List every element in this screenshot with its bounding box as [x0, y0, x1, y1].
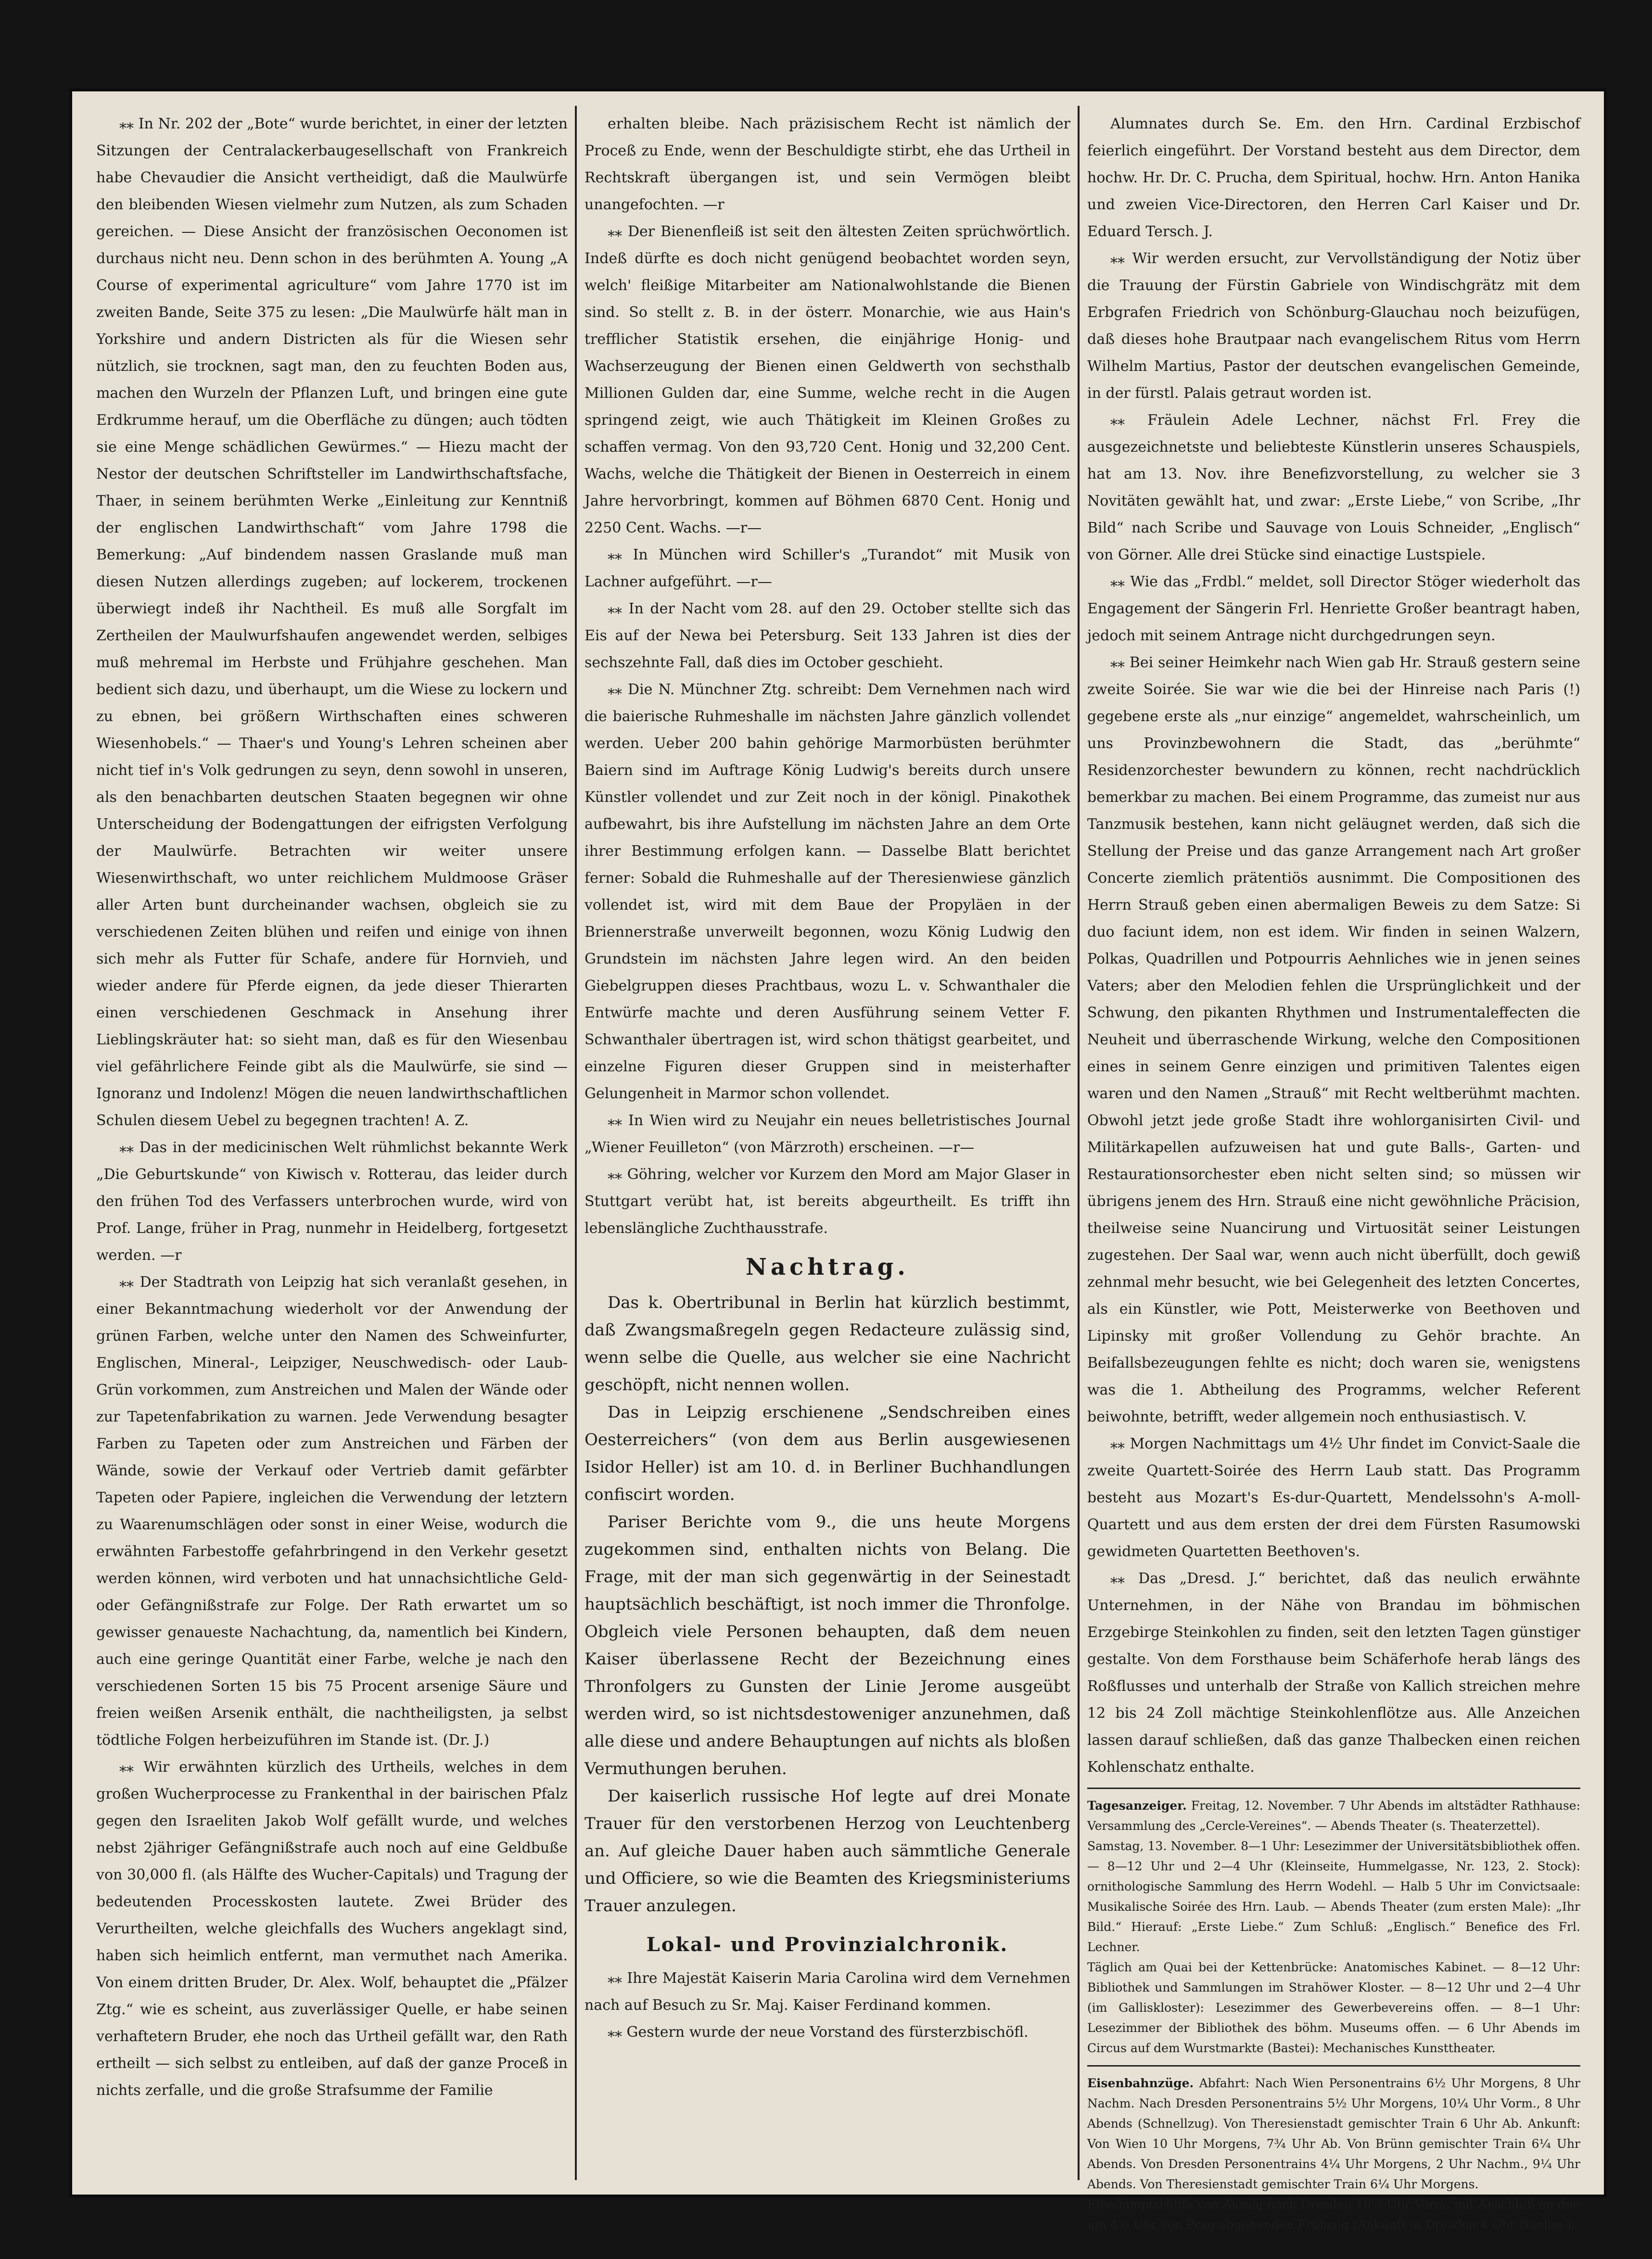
article-trauung: ⁎⁎ Wir werden ersucht, zur Vervollständigung der Notiz über die Trauung der Fürstin Gabriele von Windischgrätz mit dem Erbgrafen Friedrich von Schönburg-Glauchau noch beizufügen, daß dieses hohe Brautpaar nach evangelischem Ritus vom Herrn Wilhelm Martius, Pastor der deutschen evangelischen Gemeinde, in der fürstl. Palais getraut worden ist.: [1087, 250, 1580, 402]
chronik-heading: Lokal- und Provinzialchronik.: [646, 1933, 1009, 1956]
eisenbahn-entry: Eisenbahnzüge. Abfahrt: Nach Wien Personentrains 6½ Uhr Morgens, 8 Uhr Nachm. Nach Dresden Personentrains 5½ Uhr Morgens, 10¼ Uhr Vorm., 8 Uhr Abends (Schnellzug). Von Theresienstadt gemischter Train 6 Uhr Ab. Ankunft: Von Wien 10 Uhr Morgens, 7¾ Uhr Ab. Von Brünn gemischter Train 6¼ Uhr Abends. Von Dresden Personentrains 4¼ Uhr Morgens, 2 Uhr Nachm., 9¼ Uhr Abends. Von Theresienstadt gemischter Train 6¼ Uhr Morgens.: [1087, 2076, 1580, 2191]
column-2: [585, 111, 1070, 2175]
article-alumnat: Alumnates durch Se. Em. den Hrn. Cardinal Erzbischof feierlich eingeführt. Der Vorstand besteht aus dem Director, dem hochw. Hr. Dr. C. Prucha, dem Spiritual, hochw. Hrn. Anton Hanika und zweien Vice-Directoren, den Herren Carl Kaiser und Dr. Eduard Tersch. J.: [1087, 115, 1580, 240]
tagesanzeiger-entry: Tagesanzeiger. Freitag, 12. November. 7 Uhr Abends im altstädter Rathhause: Versammlung des „Cercle-Vereines“. — Abends Theater (s. Theaterzettel).: [1087, 1799, 1581, 1833]
nachtrag-heading: Nachtrag.: [746, 1254, 909, 1281]
tagesanzeiger-label: Tagesanzeiger.: [1087, 1799, 1187, 1813]
column-3: [1087, 111, 1581, 2232]
article-geburtskunde: ⁎⁎ Das in der medicinischen Welt rühmlichst bekannte Werk „Die Geburtskunde“ von Kiwisch v. Rotterau, das leider durch den frühen Tod des Verfassers unterbrochen wurde, wird von Prof. Lange, früher in Prag, nunmehr in Heidelberg, fortgesetzt werden. —r: [96, 1139, 568, 1264]
article-turandot: ⁎⁎ In München wird Schiller's „Turandot“ mit Musik von Lachner aufgeführt. —r—: [585, 546, 1070, 590]
nachtrag-paragraph: Das in Leipzig erschienene „Sendschreiben eines Oesterreichers“ (von dem aus Berlin ausgewiesenen Isidor Heller) ist am 10. d. in Berliner Buchhandlungen confiscirt worden.: [585, 1403, 1070, 1504]
chronik-paragraph: ⁎⁎ Ihre Majestät Kaiserin Maria Carolina wird dem Vernehmen nach auf Besuch zu Sr. Maj. Kaiser Ferdinand kommen.: [585, 1970, 1070, 2014]
nachtrag-paragraph: Das k. Obertribunal in Berlin hat kürzlich bestimmt, daß Zwangsmaßregeln gegen Redacteure zulässig sind, wenn selbe die Quelle, aus welcher sie eine Nachricht geschöpft, nicht nennen wollen.: [585, 1293, 1070, 1395]
eisenbahn-entry: Elbedampfschiffe von Aussig nach Dresden 10¼ Uhr Vorm. mit Anschluß an den um 4½ Uhr von Prag abgehenden Frühzug (Ankunft in Dresden 4 Uhr Nachm.).: [1087, 2197, 1580, 2232]
chronik-paragraph: ⁎⁎ Gestern wurde der neue Vorstand des fürsterzbischöfl.: [608, 2024, 1029, 2041]
tagesanzeiger-section: [1087, 1796, 1580, 2058]
article-strauss: ⁎⁎ Bei seiner Heimkehr nach Wien gab Hr. Strauß gestern seine zweite Soirée. Sie war wie die bei der Hinreise nach Paris (!) gegebene erste als „nur einzige“ angemeldet, wahrscheinlich, um uns Provinzbewohnern die Stadt, das „berühmte“ Residenzorchester bewundern zu können, recht nachdrücklich bemerkbar zu machen. Bei einem Programme, das zumeist nur aus Tanzmusik bestehen, kann nicht geläugnet werden, daß sich die Stellung der Preise und das ganze Arrangement nach Art großer Concerte ziemlich prätentiös ausnimmt. Die Compositionen des Herrn Strauß geben einen abermaligen Beweis zu dem Satze: Si duo faciunt idem, non est idem. Wir finden in seinen Walzern, Polkas, Quadrillen und Potpourris Aehnliches wie in jenen seines Vaters; aber den Melodien fehlen die Ursprünglichkeit und der Schwung, den pikanten Rhythmen und Instrumentaleffecten die Neuheit und überraschende Wirkung, welche den Compositionen eines in seinem Genre einzigen und primitiven Talentes eigen waren und den Namen „Strauß“ mit Recht weltberühmt machten. Obwohl jetzt jede große Stadt ihre wohlorganisirten Civil- und Militärkapellen aufzuweisen hat und gute Balls-, Garten- und Restaurationsorchester eben nicht selten sind; so müssen wir übrigens jenem des Hrn. Strauß eine nicht gewöhnliche Präcision, theilweise seine Nuancirung und Virtuosität seiner Leistungen zugestehen. Der Saal war, wenn auch nicht überfüllt, doch gewiß zehnmal mehr besucht, wie bei Gelegenheit des letzten Concertes, als ein Künstler, wie Pott, Meisterwerke von Beethoven und Lipinsky mit großer Vollendung zu Gehör brachte. An Beifallsbezeugungen fehlte es nicht; doch waren sie, wenigstens was die 1. Abtheilung des Programms, welcher Referent beiwohnte, betrifft, weder allgemein noch enthusiastisch. V.: [1087, 654, 1580, 1425]
nachtrag-paragraph: Der kaiserlich russische Hof legte auf drei Monate Trauer für den verstorbenen Herzog von Leuchtenberg an. Auf gleiche Dauer haben auch sämmtliche Generale und Officiere, so wie die Beamten des Kriegsministeriums Trauer anzulegen.: [585, 1787, 1070, 1916]
column-1: [96, 111, 568, 2175]
nachtrag-paragraph: Pariser Berichte vom 9., die uns heute Morgens zugekommen sind, enthalten nichts von Belang. Die Frage, mit der man sich gegenwärtig in der Seinestadt hauptsächlich beschäftigt, ist noch immer die Thronfolge. Obgleich viele Personen behaupten, daß dem neuen Kaiser überlassene Recht der Bezeichnung eines Thronfolgers zu Gunsten der Linie Jerome ausgeübt werden wird, so ist nichtsdestoweniger anzunehmen, daß alle diese und andere Behauptungen auf nichts als bloßen Vermuthungen beruhen.: [585, 1512, 1070, 1778]
article-goehring: ⁎⁎ Göhring, welcher vor Kurzem den Mord am Major Glaser in Stuttgart verübt hat, ist bereits abgeurtheilt. Es trifft ihn lebenslängliche Zuchthausstrafe.: [585, 1166, 1070, 1237]
article-lechner: ⁎⁎ Fräulein Adele Lechner, nächst Frl. Frey die ausgezeichnetste und beliebteste Künstlerin unseres Schauspiels, hat am 13. Nov. ihre Benefizvorstellung, zu welcher sie 3 Novitäten gewählt hat, und zwar: „Erste Liebe,“ von Scribe, „Ihr Bild“ nach Scribe und Sauvage von Louis Schneider, „Englisch“ von Görner. Alle drei Stücke sind einactige Lustspiele.: [1087, 412, 1580, 563]
article-steinkohlen: ⁎⁎ Das „Dresd. J.“ berichtet, daß das neulich erwähnte Unternehmen, in der Nähe von Brandau im böhmischen Erzgebirge Steinkohlen zu finden, seit den letzten Tagen günstiger gestalte. Von dem Forsthause beim Schäferhofe herab längs des Roßflusses und unterhalb der Straße von Kallich streichen mehre 12 bis 24 Zoll mächtige Steinkohlenflötze aus. Alle Anzeichen lassen darauf schließen, daß das ganze Thalbecken einen reichen Kohlenschatz enthalte.: [1087, 1570, 1580, 1776]
article-newa: ⁎⁎ In der Nacht vom 28. auf den 29. October stellte sich das Eis auf der Newa bei Petersburg. Seit 133 Jahren ist dies der sechszehnte Fall, daß dies im October geschieht.: [585, 600, 1070, 671]
article-feuilleton: ⁎⁎ In Wien wird zu Neujahr ein neues belletristisches Journal „Wiener Feuilleton“ (von Märzroth) erscheinen. —r—: [585, 1112, 1070, 1156]
tagesanzeiger-entry: Täglich am Quai bei der Kettenbrücke: Anatomisches Kabinet. — 8—12 Uhr: Bibliothek und Sammlungen im Strahöwer Kloster. — 8—12 Uhr und 2—4 Uhr (im Galliskloster): Lesezimmer des Gewerbevereins offen. — 8—1 Uhr: Lesezimmer der Bibliothek des böhm. Museums offen. — 6 Uhr Abends im Circus auf dem Wurstmarkte (Bastei): Mechanisches Kunsttheater.: [1087, 1960, 1580, 2055]
tagesanzeiger-entry: Samstag, 13. November. 8—1 Uhr: Lesezimmer der Universitätsbibliothek offen. — 8—12 Uhr und 2—4 Uhr (Kleinseite, Hummelgasse, Nr. 123, 2. Stock): ornithologische Sammlung des Herrn Wodehl. — Halb 5 Uhr im Convictsaale: Musikalische Soirée des Hrn. Laub. — Abends Theater (zum ersten Male): „Ihr Bild.“ Hierauf: „Erste Liebe.“ Zum Schluß: „Englisch.“ Benefice des Frl. Lechner.: [1087, 1839, 1580, 1954]
nachtrag-section: [585, 1289, 1070, 1920]
section-divider: [1087, 1788, 1580, 1789]
newspaper-page: [72, 91, 1604, 2232]
column-rule: [1078, 106, 1080, 2180]
article-bienen: ⁎⁎ Der Bienenfleiß ist seit den ältesten Zeiten sprüchwörtlich. Indeß dürfte es doch nicht genügend beobachtet worden seyn, welch' fleißige Mitarbeiter am Nationalwohlstande die Bienen sind. So stellt z. B. in der österr. Monarchie, wie aus Hain's trefflicher Statistik ersehen, die einjährige Honig- und Wachserzeugung der Bienen einen Geldwerth von sechsthalb Millionen Gulden dar, eine Summe, welche recht in die Augen springend zeigt, wie auch Thätigkeit im Kleinen Großes zu schaffen vermag. Von den 93,720 Cent. Honig und 32,200 Cent. Wachs, welche die Thätigkeit der Bienen in Oesterreich in einem Jahre hervorbringt, kommen auf Böhmen 6870 Cent. Honig und 2250 Cent. Wachs. —r—: [585, 223, 1070, 536]
article-grosser: ⁎⁎ Wie das „Frdbl.“ meldet, soll Director Stöger wiederholt das Engagement der Sängerin Frl. Henriette Großer beantragt haben, jedoch mit seinem Antrage nicht durchgedrungen seyn.: [1087, 573, 1580, 644]
article-maulwuerfe: ⁎⁎ In Nr. 202 der „Bote“ wurde berichtet, in einer der letzten Sitzungen der Centralackerbaugesellschaft von Frankreich habe Chevaudier die Ansicht vertheidigt, daß die Maulwürfe den bleibenden Wiesen vielmehr zum Nutzen, als zum Schaden gereichen. — Diese Ansicht der französischen Oeconomen ist durchaus nicht neu. Denn schon in des berühmten A. Young „A Course of experimental agriculture“ vom Jahre 1770 ist im zweiten Bande, Seite 375 zu lesen: „Die Maulwürfe hält man in Yorkshire und andern Districten als für die Wiesen sehr nützlich, sie trocknen, sagt man, den zu feuchten Boden aus, machen den Wurzeln der Pflanzen Luft, und bringen eine gute Erdkrumme herauf, um die Oberfläche zu düngen; auch tödten sie eine Menge schädlichen Gewürmes.“ — Hiezu macht der Nestor der deutschen Schriftsteller im Landwirthschaftsfache, Thaer, in seinem berühmten Werke „Einleitung zur Kenntniß der englischen Landwirthschaft“ vom Jahre 1798 die Bemerkung: „Auf bindendem nassen Graslande muß man diesen Nutzen allerdings zugeben; auf lockerem, trockenen überwiegt indeß ihr Nachtheil. Es muß alle Sorgfalt im Zertheilen der Maulwurfshaufen angewendet werden, selbiges muß mehremal im Herbste und Frühjahre geschehen. Man bedient sich dazu, und überhaupt, um die Wiese zu lockern und zu ebnen, bei größern Wirthschaften eines schweren Wiesenhobels.“ — Thaer's und Young's Lehren scheinen aber nicht tief in's Volk gedrungen zu seyn, denn sowohl in unseren, als den benachbarten deutschen Staaten begegnen wir ohne Unterscheidung der Bodengattungen der eifrigsten Verfolgung der Maulwürfe. Betrachten wir weiter unsere Wiesenwirthschaft, wo unter reichlichem Muldmoose Gräser aller Arten bunt durcheinander wachsen, obgleich sie zu verschiedenen Zeiten blühen und reifen und einige von ihnen sich mehr als Futter für Schafe, andere für Hornvieh, und wieder andere für Pferde eignen, da jede dieser Thierarten einen verschiedenen Geschmack in Ansehung ihrer Lieblingskräuter hat: so sieht man, daß es für den Wiesenbau viel gefährlichere Feinde gibt als die Maulwürfe, sie sind — Ignoranz und Indolenz! Mögen die neuen landwirthschaftlichen Schulen diesem Uebel zu begegnen trachten! A. Z.: [96, 115, 568, 1129]
article-ruhmeshalle: ⁎⁎ Die N. Münchner Ztg. schreibt: Dem Vernehmen nach wird die baierische Ruhmeshalle im nächsten Jahre gänzlich vollendet werden. Ueber 200 bahin gehörige Marmorbüsten berühmter Baiern sind im Auftrage König Ludwig's bereits durch unsere Künstler vollendet und zur Zeit noch in der königl. Pinakothek aufbewahrt, bis ihre Aufstellung im nächsten Jahre an dem Orte ihrer Bestimmung erfolgen kann. — Dasselbe Blatt berichtet ferner: Sobald die Ruhmeshalle auf der Theresienwiese gänzlich vollendet ist, wird mit dem Baue der Propyläen in der Briennerstraße unverweilt begonnen, wozu König Ludwig den Grundstein im nächsten Jahre legen wird. An den beiden Giebelgruppen dieses Prachtbaus, wozu L. v. Schwanthaler die Entwürfe machte und deren Ausführung seinem Vetter F. Schwanthaler übertragen ist, wird schon thätigst gearbeitet, und einzelne Figuren dieser Gruppen sind in meisterhafter Gelungenheit in Marmor schon vollendet.: [585, 681, 1070, 1102]
article-quartett: ⁎⁎ Morgen Nachmittags um 4½ Uhr findet im Convict-Saale die zweite Quartett-Soirée des Herrn Laub statt. Das Programm besteht aus Mozart's Es-dur-Quartett, Mendelssohn's A-moll-Quartett und aus dem ersten der drei dem Fürsten Rasumowski gewidmeten Quartetten Beethoven's.: [1087, 1435, 1580, 1560]
eisenbahn-label: Eisenbahnzüge.: [1087, 2076, 1194, 2090]
article-continuation: erhalten bleibe. Nach präzisischem Recht ist nämlich der Proceß zu Ende, wenn der Beschuldigte stirbt, ehe das Urtheil in Rechtskraft übergangen ist, und sein Vermögen bleibt unangefochten. —r: [585, 115, 1070, 213]
eisenbahn-section: [1087, 2073, 1580, 2235]
column-rule: [575, 106, 577, 2180]
article-leipzig-farben: ⁎⁎ Der Stadtrath von Leipzig hat sich veranlaßt gesehen, in einer Bekanntmachung wiederholt vor der Anwendung der grünen Farben, welche unter den Namen des Schweinfurter, Englischen, Mineral-, Leipziger, Neuschwedisch- oder Laub-Grün vorkommen, zum Anstreichen und Malen der Wände oder zur Tapetenfabrikation zu warnen. Jede Verwendung besagter Farben zu Tapeten oder zum Anstreichen und Färben der Wände, sowie der Verkauf oder Vertrieb damit gefärbter Tapeten oder Papiere, ingleichen die Verwendung der letztern zu Waarenumschlägen oder sonst in einer Weise, wodurch die erwähnten Farbestoffe gefahrbringend in den Verkehr gesetzt werden können, wird verboten und hat unnachsichtliche Geld- oder Gefängnißstrafe zur Folge. Der Rath erwartet um so gewisser genaueste Nachachtung, da, namentlich bei Kindern, auch eine geringe Quantität einer Farbe, welche je nach den verschiedenen Sorten 15 bis 75 Procent arsenige Säure und freien weißen Arsenik enthält, die nachtheiligsten, ja selbst tödtliche Folgen herbeizuführen im Stande ist. (Dr. J.): [96, 1274, 568, 1749]
section-divider: [1087, 2065, 1580, 2067]
article-wucherprocess: ⁎⁎ Wir erwähnten kürzlich des Urtheils, welches in dem großen Wucherprocesse zu Frankenthal in der bairischen Pfalz gegen den Israeliten Jakob Wolf gefällt wurde, und welches nebst 2jähriger Gefängnißstrafe auch noch auf eine Geldbuße von 30,000 fl. (als Hälfte des Wucher-Capitals) und Tragung der bedeutenden Processkosten lautete. Zwei Brüder des Verurtheilten, welche gleichfalls des Wuchers angeklagt sind, haben sich heimlich entfernt, man vermuthet nach Amerika. Von einem dritten Bruder, Dr. Alex. Wolf, behauptet die „Pfälzer Ztg.“ wie es scheint, aus zuverlässiger Quelle, er habe seinen verhaftetern Bruder, ehe noch das Urtheil gefällt war, den Rath ertheilt — sich selbst zu entleiben, auf daß der ganze Proceß in nichts zerfalle, und die große Strafsumme der Familie: [96, 1759, 568, 2099]
